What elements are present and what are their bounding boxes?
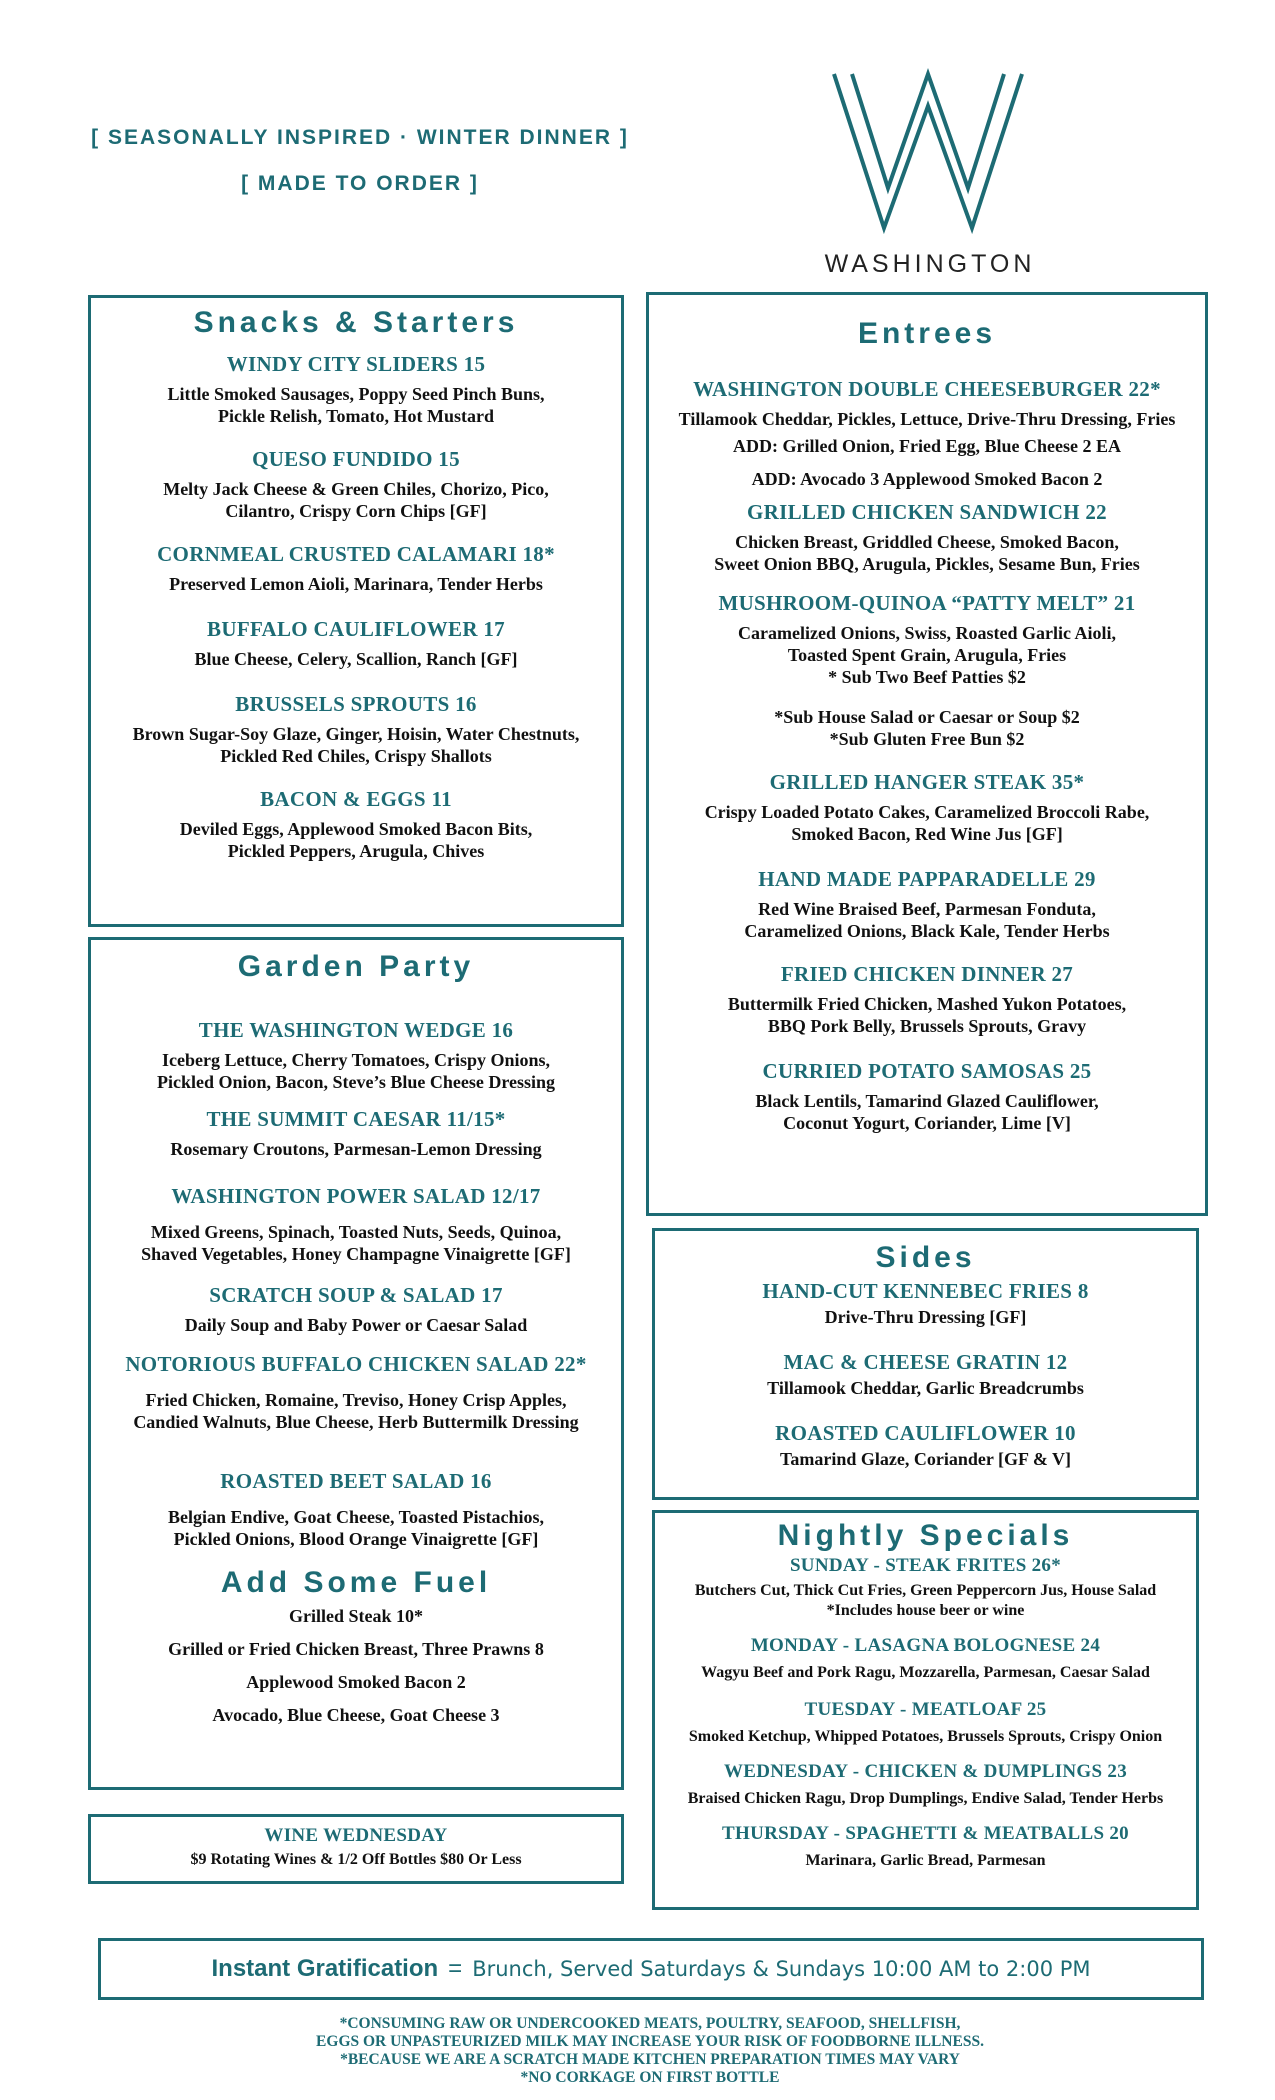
menu-item <box>91 1469 621 1550</box>
item-desc: Brown Sugar-Soy Glaze, Ginger, Hoisin, Water Chestnuts, Pickled Red Chiles, Crispy Shallots <box>132 724 580 766</box>
washington-logo <box>828 66 1028 236</box>
menu-item <box>655 1555 1196 1621</box>
header-tagline: [ SEASONALLY INSPIRED · WINTER DINNER ] <box>91 126 629 149</box>
menu-item <box>91 1184 621 1265</box>
fuel-list <box>91 1600 621 1732</box>
menu-item <box>91 787 621 862</box>
disclaimer-line: EGGS OR UNPASTEURIZED MILK MAY INCREASE YOUR RISK OF FOODBORNE ILLNESS. <box>316 2033 984 2050</box>
item-name: CORNMEAL CRUSTED CALAMARI 18* <box>157 542 555 566</box>
fuel-item: Grilled or Fried Chicken Breast, Three Prawns 8 <box>168 1639 544 1659</box>
w-logo-icon <box>828 66 1028 236</box>
specials-title: Nightly Specials <box>777 1519 1074 1552</box>
item-name: THE SUMMIT CAESAR 11/15* <box>206 1107 506 1131</box>
item-name: NOTORIOUS BUFFALO CHICKEN SALAD 22* <box>125 1352 587 1376</box>
sides-section <box>652 1228 1199 1500</box>
item-name: TUESDAY - MEATLOAF 25 <box>804 1699 1047 1720</box>
item-name: MONDAY - LASAGNA BOLOGNESE 24 <box>750 1635 1101 1656</box>
item-name: WEDNESDAY - CHICKEN & DUMPLINGS 23 <box>723 1761 1128 1782</box>
item-desc: Rosemary Croutons, Parmesan-Lemon Dressing <box>170 1139 542 1159</box>
fuel-item: Grilled Steak 10* <box>289 1606 423 1626</box>
item-addons: ADD: Grilled Onion, Fried Egg, Blue Cheese 2 EA ADD: Avocado 3 Applewood Smoked Bacon 2 <box>733 436 1121 489</box>
specials-section <box>652 1510 1199 1910</box>
item-desc: Preserved Lemon Aioli, Marinara, Tender Herbs <box>169 574 543 594</box>
menu-item <box>91 1018 621 1093</box>
item-desc: Caramelized Onions, Swiss, Roasted Garlic Aioli, Toasted Spent Grain, Arugula, Fries * Sub Two Beef Patties $2 <box>738 623 1116 687</box>
menu-item <box>91 447 621 522</box>
item-name: THURSDAY - SPAGHETTI & MEATBALLS 20 <box>722 1823 1129 1844</box>
brunch-banner <box>98 1938 1204 2000</box>
item-name: HAND-CUT KENNEBEC FRIES 8 <box>762 1279 1089 1303</box>
item-desc: Belgian Endive, Goat Cheese, Toasted Pistachios, Pickled Onions, Blood Orange Vinaigrette [GF] <box>167 1507 545 1549</box>
menu-item <box>655 1635 1196 1683</box>
item-desc: Mixed Greens, Spinach, Toasted Nuts, Seeds, Quinoa, Shaved Vegetables, Honey Champagne Vinaigrette [GF] <box>141 1222 571 1264</box>
item-name: WINDY CITY SLIDERS 15 <box>226 352 486 376</box>
item-desc: Blue Cheese, Celery, Scallion, Ranch [GF] <box>194 649 518 669</box>
item-name: QUESO FUNDIDO 15 <box>252 447 460 471</box>
garden-title: Garden Party <box>237 950 475 983</box>
brunch-hours: Brunch, Served Saturdays & Sundays 10:00 AM to 2:00 PM <box>472 1957 1091 1981</box>
item-name: WASHINGTON DOUBLE CHEESEBURGER 22* <box>693 377 1161 401</box>
item-name: GRILLED CHICKEN SANDWICH 22 <box>747 500 1107 524</box>
garden-section <box>88 937 624 1790</box>
item-name: BUFFALO CAULIFLOWER 17 <box>207 617 505 641</box>
menu-item <box>91 617 621 670</box>
menu-item <box>649 1059 1205 1134</box>
fuel-item: Avocado, Blue Cheese, Goat Cheese 3 <box>212 1705 500 1725</box>
menu-item <box>91 352 621 427</box>
item-name: MUSHROOM-QUINOA “PATTY MELT” 21 <box>718 591 1136 615</box>
item-name: THE WASHINGTON WEDGE 16 <box>198 1018 514 1042</box>
menu-item <box>649 591 1205 750</box>
menu-item <box>649 867 1205 942</box>
menu-item <box>655 1699 1196 1747</box>
menu-item <box>91 1283 621 1336</box>
item-name: BACON & EGGS 11 <box>260 787 452 811</box>
disclaimer-line: *CONSUMING RAW OR UNDERCOOKED MEATS, POULTRY, SEAFOOD, SHELLFISH, <box>339 2015 961 2032</box>
menu-item <box>649 500 1205 575</box>
item-name: BRUSSELS SPROUTS 16 <box>235 692 477 716</box>
menu-item <box>91 542 621 595</box>
item-desc: Smoked Ketchup, Whipped Potatoes, Brussels Sprouts, Crispy Onion <box>688 1728 1163 1745</box>
item-name: CURRIED POTATO SAMOSAS 25 <box>762 1059 1092 1083</box>
menu-item <box>649 770 1205 845</box>
item-desc: Braised Chicken Ragu, Drop Dumplings, Endive Salad, Tender Herbs <box>687 1790 1164 1807</box>
brunch-label: Instant Gratification <box>211 1955 439 1982</box>
item-desc: Melty Jack Cheese & Green Chiles, Chorizo, Pico, Cilantro, Crispy Corn Chips [GF] <box>163 479 549 521</box>
wine-wednesday-box <box>88 1814 624 1884</box>
disclaimer <box>120 2015 1180 2087</box>
disclaimer-line: *NO CORKAGE ON FIRST BOTTLE <box>520 2069 780 2086</box>
item-substitutions: *Sub House Salad or Caesar or Soup $2 *Sub Gluten Free Bun $2 <box>774 707 1080 749</box>
snacks-title: Snacks & Starters <box>193 306 519 339</box>
item-desc: Marinara, Garlic Bread, Parmesan <box>805 1852 1046 1869</box>
menu-item <box>649 377 1205 496</box>
item-desc: Daily Soup and Baby Power or Caesar Salad <box>184 1315 528 1335</box>
menu-item <box>91 1107 621 1160</box>
menu-item <box>655 1421 1196 1470</box>
item-name: HAND MADE PAPPARADELLE 29 <box>758 867 1096 891</box>
item-desc: Tillamook Cheddar, Pickles, Lettuce, Drive-Thru Dressing, Fries <box>678 409 1176 429</box>
item-desc: Chicken Breast, Griddled Cheese, Smoked Bacon, Sweet Onion BBQ, Arugula, Pickles, Sesame Bun, Fries <box>714 532 1140 574</box>
item-name: ROASTED CAULIFLOWER 10 <box>775 1421 1076 1445</box>
disclaimer-line: *BECAUSE WE ARE A SCRATCH MADE KITCHEN PREPARATION TIMES MAY VARY <box>340 2051 960 2068</box>
fuel-title: Add Some Fuel <box>220 1566 492 1599</box>
item-desc: Crispy Loaded Potato Cakes, Caramelized Broccoli Rabe, Smoked Bacon, Red Wine Jus [GF] <box>704 802 1150 844</box>
menu-item <box>655 1761 1196 1809</box>
item-name: WASHINGTON POWER SALAD 12/17 <box>171 1184 541 1208</box>
item-name: FRIED CHICKEN DINNER 27 <box>780 962 1074 986</box>
entrees-title: Entrees <box>857 317 997 350</box>
menu-item <box>649 962 1205 1037</box>
item-desc: Red Wine Braised Beef, Parmesan Fonduta, Caramelized Onions, Black Kale, Tender Herbs <box>744 899 1110 941</box>
snacks-section <box>88 295 624 927</box>
item-name: MAC & CHEESE GRATIN 12 <box>783 1350 1068 1374</box>
item-desc: Butchers Cut, Thick Cut Fries, Green Peppercorn Jus, House Salad *Includes house beer or wine <box>694 1582 1157 1619</box>
item-name: SUNDAY - STEAK FRITES 26* <box>789 1555 1062 1576</box>
item-desc: Little Smoked Sausages, Poppy Seed Pinch Buns, Pickle Relish, Tomato, Hot Mustard <box>167 384 545 426</box>
item-desc: Drive-Thru Dressing [GF] <box>824 1307 1027 1327</box>
item-desc: Tillamook Cheddar, Garlic Breadcrumbs <box>767 1378 1084 1398</box>
item-name: ROASTED BEET SALAD 16 <box>220 1469 492 1493</box>
fuel-item: Applewood Smoked Bacon 2 <box>246 1672 466 1692</box>
brunch-equals: = <box>448 1955 463 1982</box>
menu-item <box>91 692 621 767</box>
item-desc: Iceberg Lettuce, Cherry Tomatoes, Crispy Onions, Pickled Onion, Bacon, Steve’s Blue Cheese Dressing <box>156 1050 555 1092</box>
menu-item <box>655 1823 1196 1871</box>
wine-title: WINE WEDNESDAY <box>264 1825 448 1846</box>
header-subtagline: [ MADE TO ORDER ] <box>241 172 479 195</box>
item-desc: Fried Chicken, Romaine, Treviso, Honey Crisp Apples, Candied Walnuts, Blue Cheese, Herb Buttermilk Dressing <box>133 1390 579 1432</box>
item-desc: Tamarind Glaze, Coriander [GF & V] <box>780 1449 1071 1469</box>
item-desc: Buttermilk Fried Chicken, Mashed Yukon Potatoes, BBQ Pork Belly, Brussels Sprouts, Gravy <box>727 994 1127 1036</box>
menu-item <box>91 1352 621 1433</box>
item-desc: Deviled Eggs, Applewood Smoked Bacon Bits, Pickled Peppers, Arugula, Chives <box>179 819 533 861</box>
wine-item <box>91 1825 621 1871</box>
item-name: GRILLED HANGER STEAK 35* <box>769 770 1085 794</box>
item-name: SCRATCH SOUP & SALAD 17 <box>209 1283 503 1307</box>
item-desc: Black Lentils, Tamarind Glazed Cauliflower, Coconut Yogurt, Coriander, Lime [V] <box>755 1091 1099 1133</box>
logo-wordmark: WASHINGTON <box>824 250 1036 278</box>
menu-item <box>655 1350 1196 1399</box>
sides-title: Sides <box>875 1241 976 1274</box>
menu-item <box>655 1279 1196 1328</box>
wine-desc: $9 Rotating Wines & 1/2 Off Bottles $80 Or Less <box>190 1851 522 1868</box>
item-desc: Wagyu Beef and Pork Ragu, Mozzarella, Parmesan, Caesar Salad <box>701 1664 1150 1681</box>
entrees-section <box>646 292 1208 1216</box>
